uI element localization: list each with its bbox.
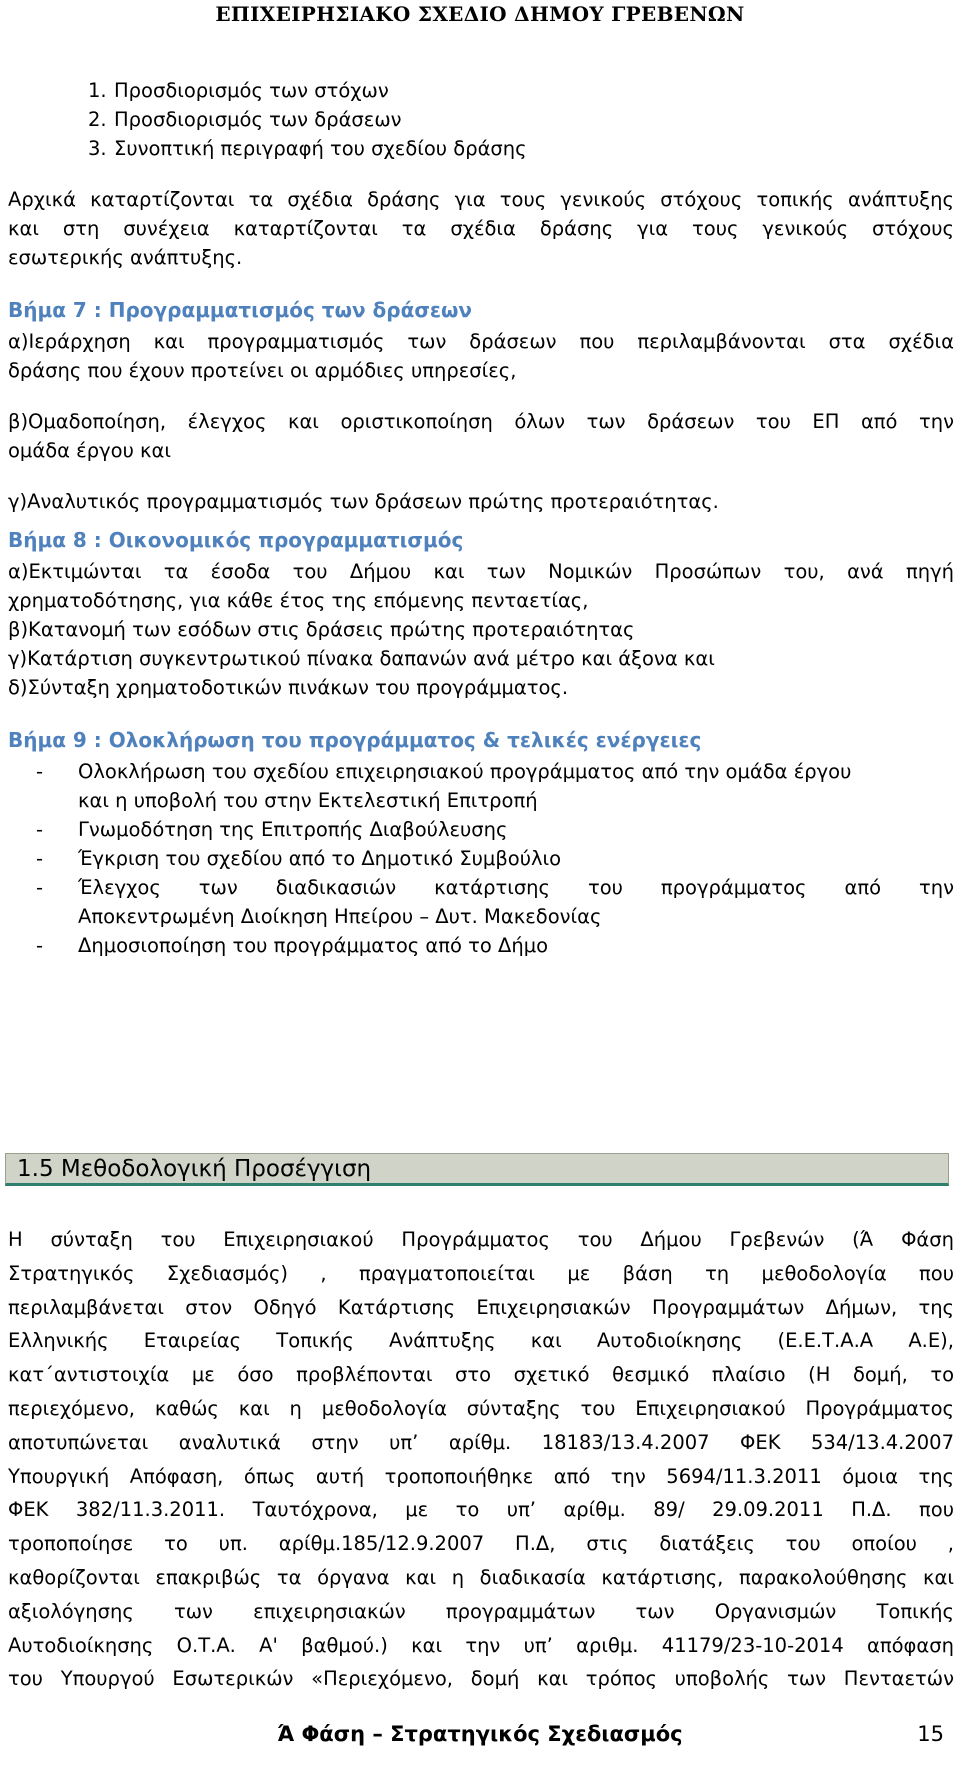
step8-line: δ)Σύνταξη χρηματοδοτικών πινάκων του προγράμματος.	[8, 676, 569, 699]
step7-a-line: δράσης που έχουν προτείνει οι αρμόδιες υπηρεσίες,	[8, 359, 517, 382]
bullet-line: Ολοκλήρωση του σχεδίου επιχειρησιακού προγράμματος από την ομάδα έργου	[78, 760, 852, 783]
bullet-dash: -	[36, 934, 44, 957]
paragraph-line: Ελληνικής Εταιρείας Τοπικής Ανάπτυξης και Αυτοδιοίκησης (Ε.Ε.Τ.Α.Α Α.Ε),	[8, 1329, 954, 1353]
methodology-paragraph	[8, 1223, 954, 1696]
list-item	[8, 76, 954, 105]
bullet-line: Γνωμοδότηση της Επιτροπής Διαβούλευσης	[78, 818, 508, 841]
paragraph-line: Η σύνταξη του Επιχειρησιακού Προγράμματος του Δήμου Γρεβενών (Ά Φάση	[8, 1228, 954, 1251]
list-number: 2.	[88, 108, 107, 131]
step7-heading: Βήμα 7 : Προγραμματισμός των δράσεων	[8, 298, 473, 322]
bullet-dash: -	[36, 818, 44, 841]
page-footer	[0, 1722, 960, 1752]
paragraph-line: καθορίζονται επακριβώς τα όργανα και η διαδικασία κατάρτισης, παρακολούθησης και	[8, 1565, 954, 1589]
paragraph-line: τροποποίησε το υπ. αρίθμ.185/12.9.2007 Π.Δ, στις διατάξεις του οποίου ,	[8, 1532, 954, 1556]
bullet-line: Αποκεντρωμένη Διοίκηση Ηπείρου – Δυτ. Μακεδονίας	[78, 905, 602, 928]
bullet-line: Έγκριση του σχεδίου από το Δημοτικό Συμβούλιο	[78, 847, 562, 870]
step8-line: α)Εκτιμώνται τα έσοδα του Δήμου και των Νομικών Προσώπων του, ανά πηγή	[8, 560, 954, 583]
list-text: Προσδιορισμός των στόχων	[114, 79, 389, 102]
step7-b-line: β)Ομαδοποίηση, έλεγχος και οριστικοποίηση όλων των δράσεων του ΕΠ από την	[8, 410, 954, 433]
step8-line: β)Κατανομή των εσόδων στις δράσεις πρώτης προτεραιότητας	[8, 618, 635, 641]
paragraph-line: κατ΄αντιστοιχία με όσο προβλέπονται στο σχετικό θεσμικό πλαίσιο (Η δομή, το	[8, 1363, 954, 1387]
bullet-item	[8, 757, 954, 815]
paragraph-line: αξιολόγησης των επιχειρησιακών προγραμμάτων των Οργανισμών Τοπικής	[8, 1599, 954, 1623]
section-title: 1.5 Μεθοδολογική Προσέγγιση	[17, 1155, 372, 1182]
step7-a-line: α)Ιεράρχηση και προγραμματισμός των δράσεων που περιλαμβάνονται στα σχέδια	[8, 330, 954, 353]
list-text: Συνοπτική περιγραφή του σχεδίου δράσης	[114, 137, 527, 160]
section-heading-bar	[5, 1153, 949, 1186]
step7-c-line: γ)Αναλυτικός προγραμματισμός των δράσεων πρώτης προτεραιότητας.	[8, 490, 719, 513]
paragraph-line: περιλαμβάνεται στον Οδηγό Κατάρτισης Επιχειρησιακών Προγραμμάτων Δήμων, της	[8, 1295, 954, 1319]
intro-line: εσωτερικής ανάπτυξης.	[8, 246, 243, 269]
paragraph-line: Αυτοδιοίκησης Ο.Τ.Α. Α' βαθμού.) και την υπ’ αριθμ. 41179/23-10-2014 απόφαση	[8, 1633, 954, 1657]
step8-line: γ)Κατάρτιση συγκεντρωτικού πίνακα δαπανών ανά μέτρο και άξονα και	[8, 647, 715, 670]
step8-line: χρηματοδότησης, για κάθε έτος της επόμενης πενταετίας,	[8, 589, 589, 612]
intro-line: και στη συνέχεια καταρτίζονται τα σχέδια δράσης για τους γενικούς στόχους	[8, 217, 954, 240]
running-header: ΕΠΙΧΕΙΡΗΣΙΑΚΟ ΣΧΕΔΙΟ ΔΗΜΟΥ ΓΡΕΒΕΝΩΝ	[215, 2, 745, 26]
list-text: Προσδιορισμός των δράσεων	[114, 108, 402, 131]
step9-heading: Βήμα 9 : Ολοκλήρωση του προγράμματος & τελικές ενέργειες	[8, 728, 702, 752]
paragraph-line: ΦΕΚ 382/11.3.2011. Ταυτόχρονα, με το υπ’ αρίθμ. 89/ 29.09.2011 Π.Δ. που	[8, 1498, 954, 1522]
step8-heading: Βήμα 8 : Οικονομικός προγραμματισμός	[8, 528, 464, 552]
bullet-dash: -	[36, 876, 44, 899]
bullet-line: και η υποβολή του στην Εκτελεστική Επιτροπή	[78, 789, 538, 812]
step9-bullets	[8, 757, 954, 960]
bullet-line: Δημοσιοποίηση του προγράμματος από το Δήμο	[78, 934, 549, 957]
bullet-item	[8, 931, 954, 960]
bullet-item	[8, 815, 954, 844]
intro-line: Αρχικά καταρτίζονται τα σχέδια δράσης για τους γενικούς στόχους τοπικής ανάπτυξης	[8, 188, 954, 211]
numbered-list	[8, 76, 954, 163]
paragraph-line: αποτυπώνεται αναλυτικά στην υπ’ αρίθμ. 18183/13.4.2007 ΦΕΚ 534/13.4.2007	[8, 1430, 954, 1454]
paragraph-line: Στρατηγικός Σχεδιασμός) , πραγματοποιείται με βάση τη μεθοδολογία που	[8, 1261, 954, 1285]
bullet-dash: -	[36, 760, 44, 783]
bullet-item	[8, 844, 954, 873]
main-content	[8, 76, 954, 960]
list-number: 3.	[88, 137, 107, 160]
bullet-dash: -	[36, 847, 44, 870]
paragraph-line: του Υπουργού Εσωτερικών «Περιεχόμενο, δομή και τρόπος υποβολής των Πενταετών	[8, 1667, 954, 1691]
paragraph-line: Υπουργική Απόφαση, όπως αυτή τροποποιήθηκε από την 5694/11.3.2011 όμοια της	[8, 1464, 954, 1488]
list-item	[8, 105, 954, 134]
page-number: 15	[917, 1722, 944, 1746]
step7-b-line: ομάδα έργου και	[8, 439, 171, 462]
list-number: 1.	[88, 79, 107, 102]
bullet-line: Έλεγχος των διαδικασιών κατάρτισης του προγράμματος από την	[78, 876, 954, 899]
footer-title: Ά Φάση – Στρατηγικός Σχεδιασμός	[277, 1722, 683, 1746]
list-item	[8, 134, 954, 163]
bullet-item	[8, 873, 954, 931]
paragraph-line: περιεχόμενο, καθώς και η μεθοδολογία σύνταξης του Επιχειρησιακού Προγράμματος	[8, 1396, 954, 1420]
